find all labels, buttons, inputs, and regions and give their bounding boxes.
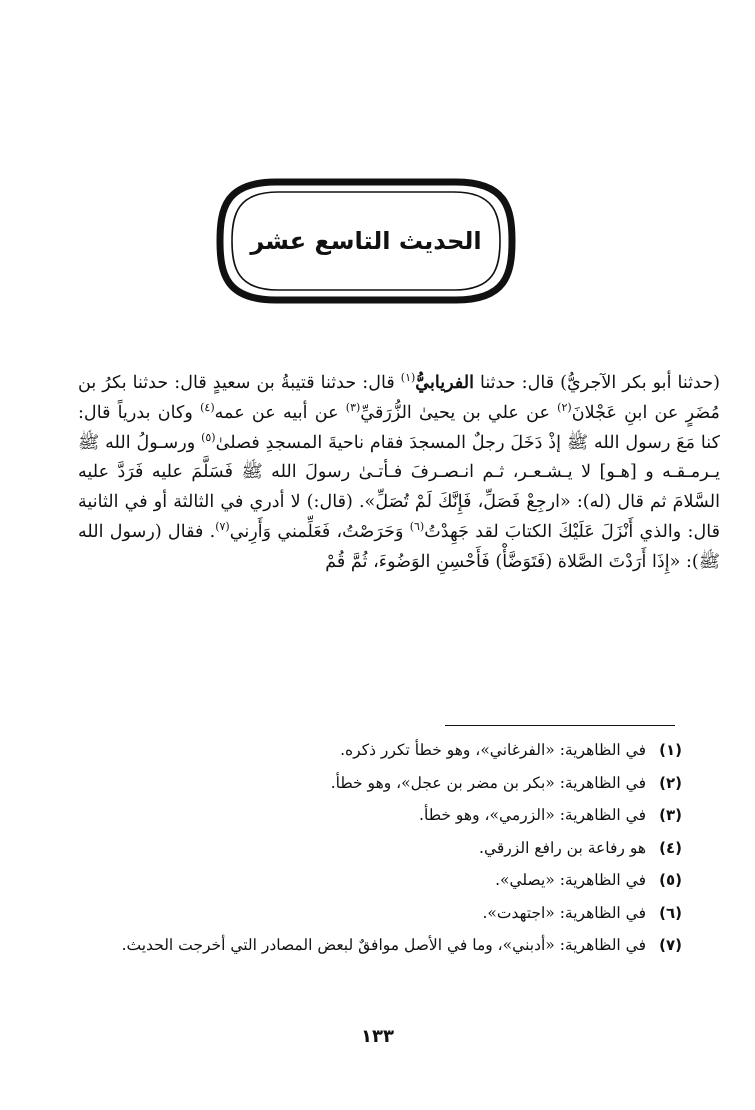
body-text-segment: عن أبيه عن عمه xyxy=(214,402,346,423)
footnote-number: (١) xyxy=(659,741,682,759)
hadith-paragraph xyxy=(78,368,720,578)
footnote-item xyxy=(78,734,682,767)
body-text-segment: ورسـولُ الله ﷺ يـرمـقـه و [هـو] لا يـشـعـر، ثـم انـصـرفَ فـأتـىٰ رسولَ الله ﷺ فَسَلَّمَ عليه فَرَدَّ عليه السَّلامَ ثم قال (له): «ارجِعْ فَصَلِّ، فَإِنَّكَ لَمْ تُصَلِّ». (قال:) لا أدري في الثالثة أو في الثانية قال: والذي أَنْزَلَ عَلَيْكَ الكتابَ لقد جَهِدْتُ xyxy=(78,432,720,542)
hadith-body xyxy=(78,368,720,578)
chapter-title-frame xyxy=(216,178,516,304)
footnote-number: (٢) xyxy=(659,773,682,792)
footnote-number: (٦) xyxy=(659,903,682,922)
footnote-text: في الظاهرية: «بكر بن مضر بن عجل»، وهو خطأ. xyxy=(330,773,646,792)
footnote-text: في الظاهرية: «الزرمي»، وهو خطأ. xyxy=(419,806,646,824)
footnote-ref-3: (٣) xyxy=(345,400,361,414)
footnote-ref-2: (٢) xyxy=(557,400,572,414)
footnote-item xyxy=(78,929,682,962)
narrator-name: الفريابيُّ xyxy=(415,372,474,393)
footnote-text: في الظاهرية: «يصلي». xyxy=(495,871,646,889)
footnote-ref-4: (٤) xyxy=(200,400,215,414)
body-text-segment: وَحَرَصْتُ، فَعَلِّمني وَأَرِني xyxy=(229,521,410,542)
footnotes-list xyxy=(78,734,682,962)
footnote-item xyxy=(78,799,682,832)
chapter-title: الحديث التاسع عشر xyxy=(250,227,482,255)
page-number: ١٣٣ xyxy=(361,1026,394,1047)
body-text-segment: . فقال (رسول الله ﷺ): «إِذَا أَرَدْتَ الصَّلاة (فَتَوَضَّأْ) فَأَحْسِنِ الوَضُوءَ، ثُمَّ قُمْ xyxy=(78,521,720,572)
footnote-ref-7: (٧) xyxy=(215,520,230,534)
footnote-item xyxy=(78,767,682,800)
body-text-segment: وكان بدرياً قال: كنا مَعَ رسول الله ﷺ إذْ دَخَلَ رجلٌ المسجدَ فقام ناحيةَ المسجدِ فصلىٰ xyxy=(78,402,720,453)
body-text-segment: قال: حدثنا قتيبةُ بن سعيدٍ قال: حدثنا بكرُ بن مُضَرٍ عن ابنِ عَجْلانَ xyxy=(78,373,720,423)
footnote-text: في الظاهرية: «اجتهدت». xyxy=(482,903,646,922)
footnote-number: (٣) xyxy=(659,806,682,824)
body-text-segment: عن علي بن يحيىٰ الزُّرَقيِّ xyxy=(360,402,558,423)
footnote-ref-5: (٥) xyxy=(201,430,216,444)
footnote-divider xyxy=(445,725,675,726)
footnote-number: (٤) xyxy=(659,838,682,857)
footnote-number: (٥) xyxy=(659,871,682,889)
footnote-item xyxy=(78,864,682,897)
footnote-ref-6: (٦) xyxy=(409,520,425,534)
body-text-segment: (حدثنا أبو بكر الآجريُّ) قال: حدثنا xyxy=(473,373,721,393)
footnote-ref-1: (١) xyxy=(400,371,416,385)
footnote-text: هو رفاعة بن رافع الزرقي. xyxy=(479,838,646,857)
footnote-item xyxy=(78,897,682,930)
footnote-item xyxy=(78,832,682,865)
footnote-text: في الظاهرية: «الفرغاني»، وهو خطأ تكرر ذكره. xyxy=(340,741,646,759)
footnote-number: (٧) xyxy=(659,936,682,954)
footnote-text: في الظاهرية: «أدبني»، وما في الأصل موافقٌ لبعض المصادر التي أخرجت الحديث. xyxy=(121,936,646,954)
